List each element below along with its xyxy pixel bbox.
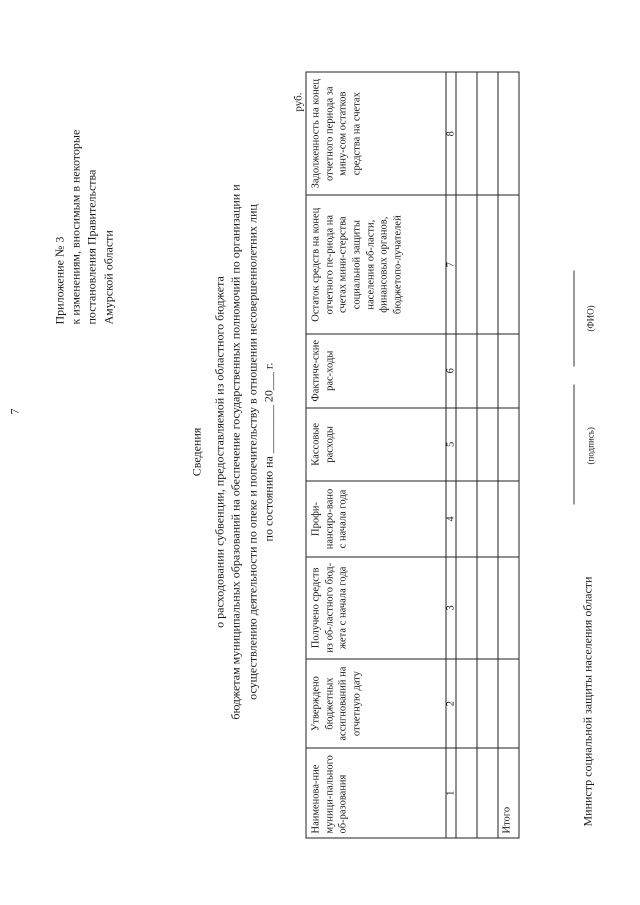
table-cell [498, 408, 519, 482]
column-number: 2 [446, 659, 456, 749]
header-line: осуществлению деятельности по опеке и попечительству в отношении несовершеннолетних лиц [245, 204, 260, 700]
appendix-line: Амурской области [101, 230, 116, 325]
appendix-line: к изменениям, вносимым в некоторые [68, 129, 83, 325]
report-table [306, 72, 520, 839]
table-cell [477, 72, 498, 195]
table-cell [456, 195, 477, 334]
table-cell [456, 748, 477, 838]
name-label: (ФИО) [585, 305, 596, 332]
appendix-line: постановления Правительства [84, 169, 99, 325]
table-cell [477, 195, 498, 334]
column-number: 3 [446, 557, 456, 659]
column-number: 5 [446, 408, 456, 482]
column-number: 6 [446, 334, 456, 408]
table-cell [498, 659, 519, 749]
table-cell [456, 557, 477, 659]
page-number: 7 [7, 408, 22, 415]
header-line: бюджетам муниципальных образований на обеспечение государственных полномочий по организации и [228, 184, 243, 720]
table-cell [477, 481, 498, 557]
column-header: Кассовые расходы [306, 408, 446, 482]
table-cell [456, 408, 477, 482]
table-cell [498, 557, 519, 659]
currency-unit: руб. [292, 92, 305, 112]
table-cell [477, 659, 498, 749]
column-header: Задолженность на конец отчетного периода за мину-сом остатков средства на счетах [306, 72, 446, 195]
table-cell [477, 408, 498, 482]
document-title: Сведения [189, 427, 204, 477]
column-header: Фактиче-ские рас-ходы [306, 334, 446, 408]
column-header: Наименова-ние муници-пального об-разования [306, 748, 446, 838]
table-row [456, 72, 477, 838]
table-cell [498, 195, 519, 334]
name-line [574, 271, 575, 367]
column-number: 1 [446, 748, 456, 838]
appendix-block [52, 130, 117, 325]
header-line: о расходовании субвенции, предоставляемой из областного бюджета [212, 276, 227, 628]
rotated-page [1, 0, 640, 905]
document-header [189, 90, 278, 815]
table-cell [498, 481, 519, 557]
column-header: Остаток средств на конец отчетного пе-риода на счетах мини-стерства социальной защиты населения об-ласти, финансовых органов, бюджетопо-лучателей [306, 195, 446, 334]
appendix-line: Приложение № 3 [52, 236, 67, 325]
table-cell [456, 72, 477, 195]
column-number: 7 [446, 195, 456, 334]
table-cell [456, 481, 477, 557]
signature-line [574, 385, 575, 505]
column-number: 8 [446, 72, 456, 195]
table-cell [498, 334, 519, 408]
column-header: Утверждено бюджетных ассигнований на отчетную дату [306, 659, 446, 749]
table-cell [477, 748, 498, 838]
table-cell [456, 659, 477, 749]
signature-label: (подпись) [585, 427, 596, 465]
signatory-title: Министр социальной защиты населения области [580, 576, 595, 827]
table-cell [477, 557, 498, 659]
table-cell [498, 72, 519, 195]
table-row [477, 72, 498, 838]
table-cell [456, 334, 477, 408]
table-cell [477, 334, 498, 408]
total-row [498, 72, 519, 838]
column-number-row [446, 72, 456, 838]
table-header-row [306, 72, 446, 838]
column-header: Получено средств из об-ластного бюд-жета с начала года [306, 557, 446, 659]
total-label: Итого [498, 748, 519, 838]
column-number: 4 [446, 481, 456, 557]
header-date-line: по состоянию на ________ 20___ г. [261, 362, 276, 542]
column-header: Профи-нансиро-вано с начала года [306, 481, 446, 557]
